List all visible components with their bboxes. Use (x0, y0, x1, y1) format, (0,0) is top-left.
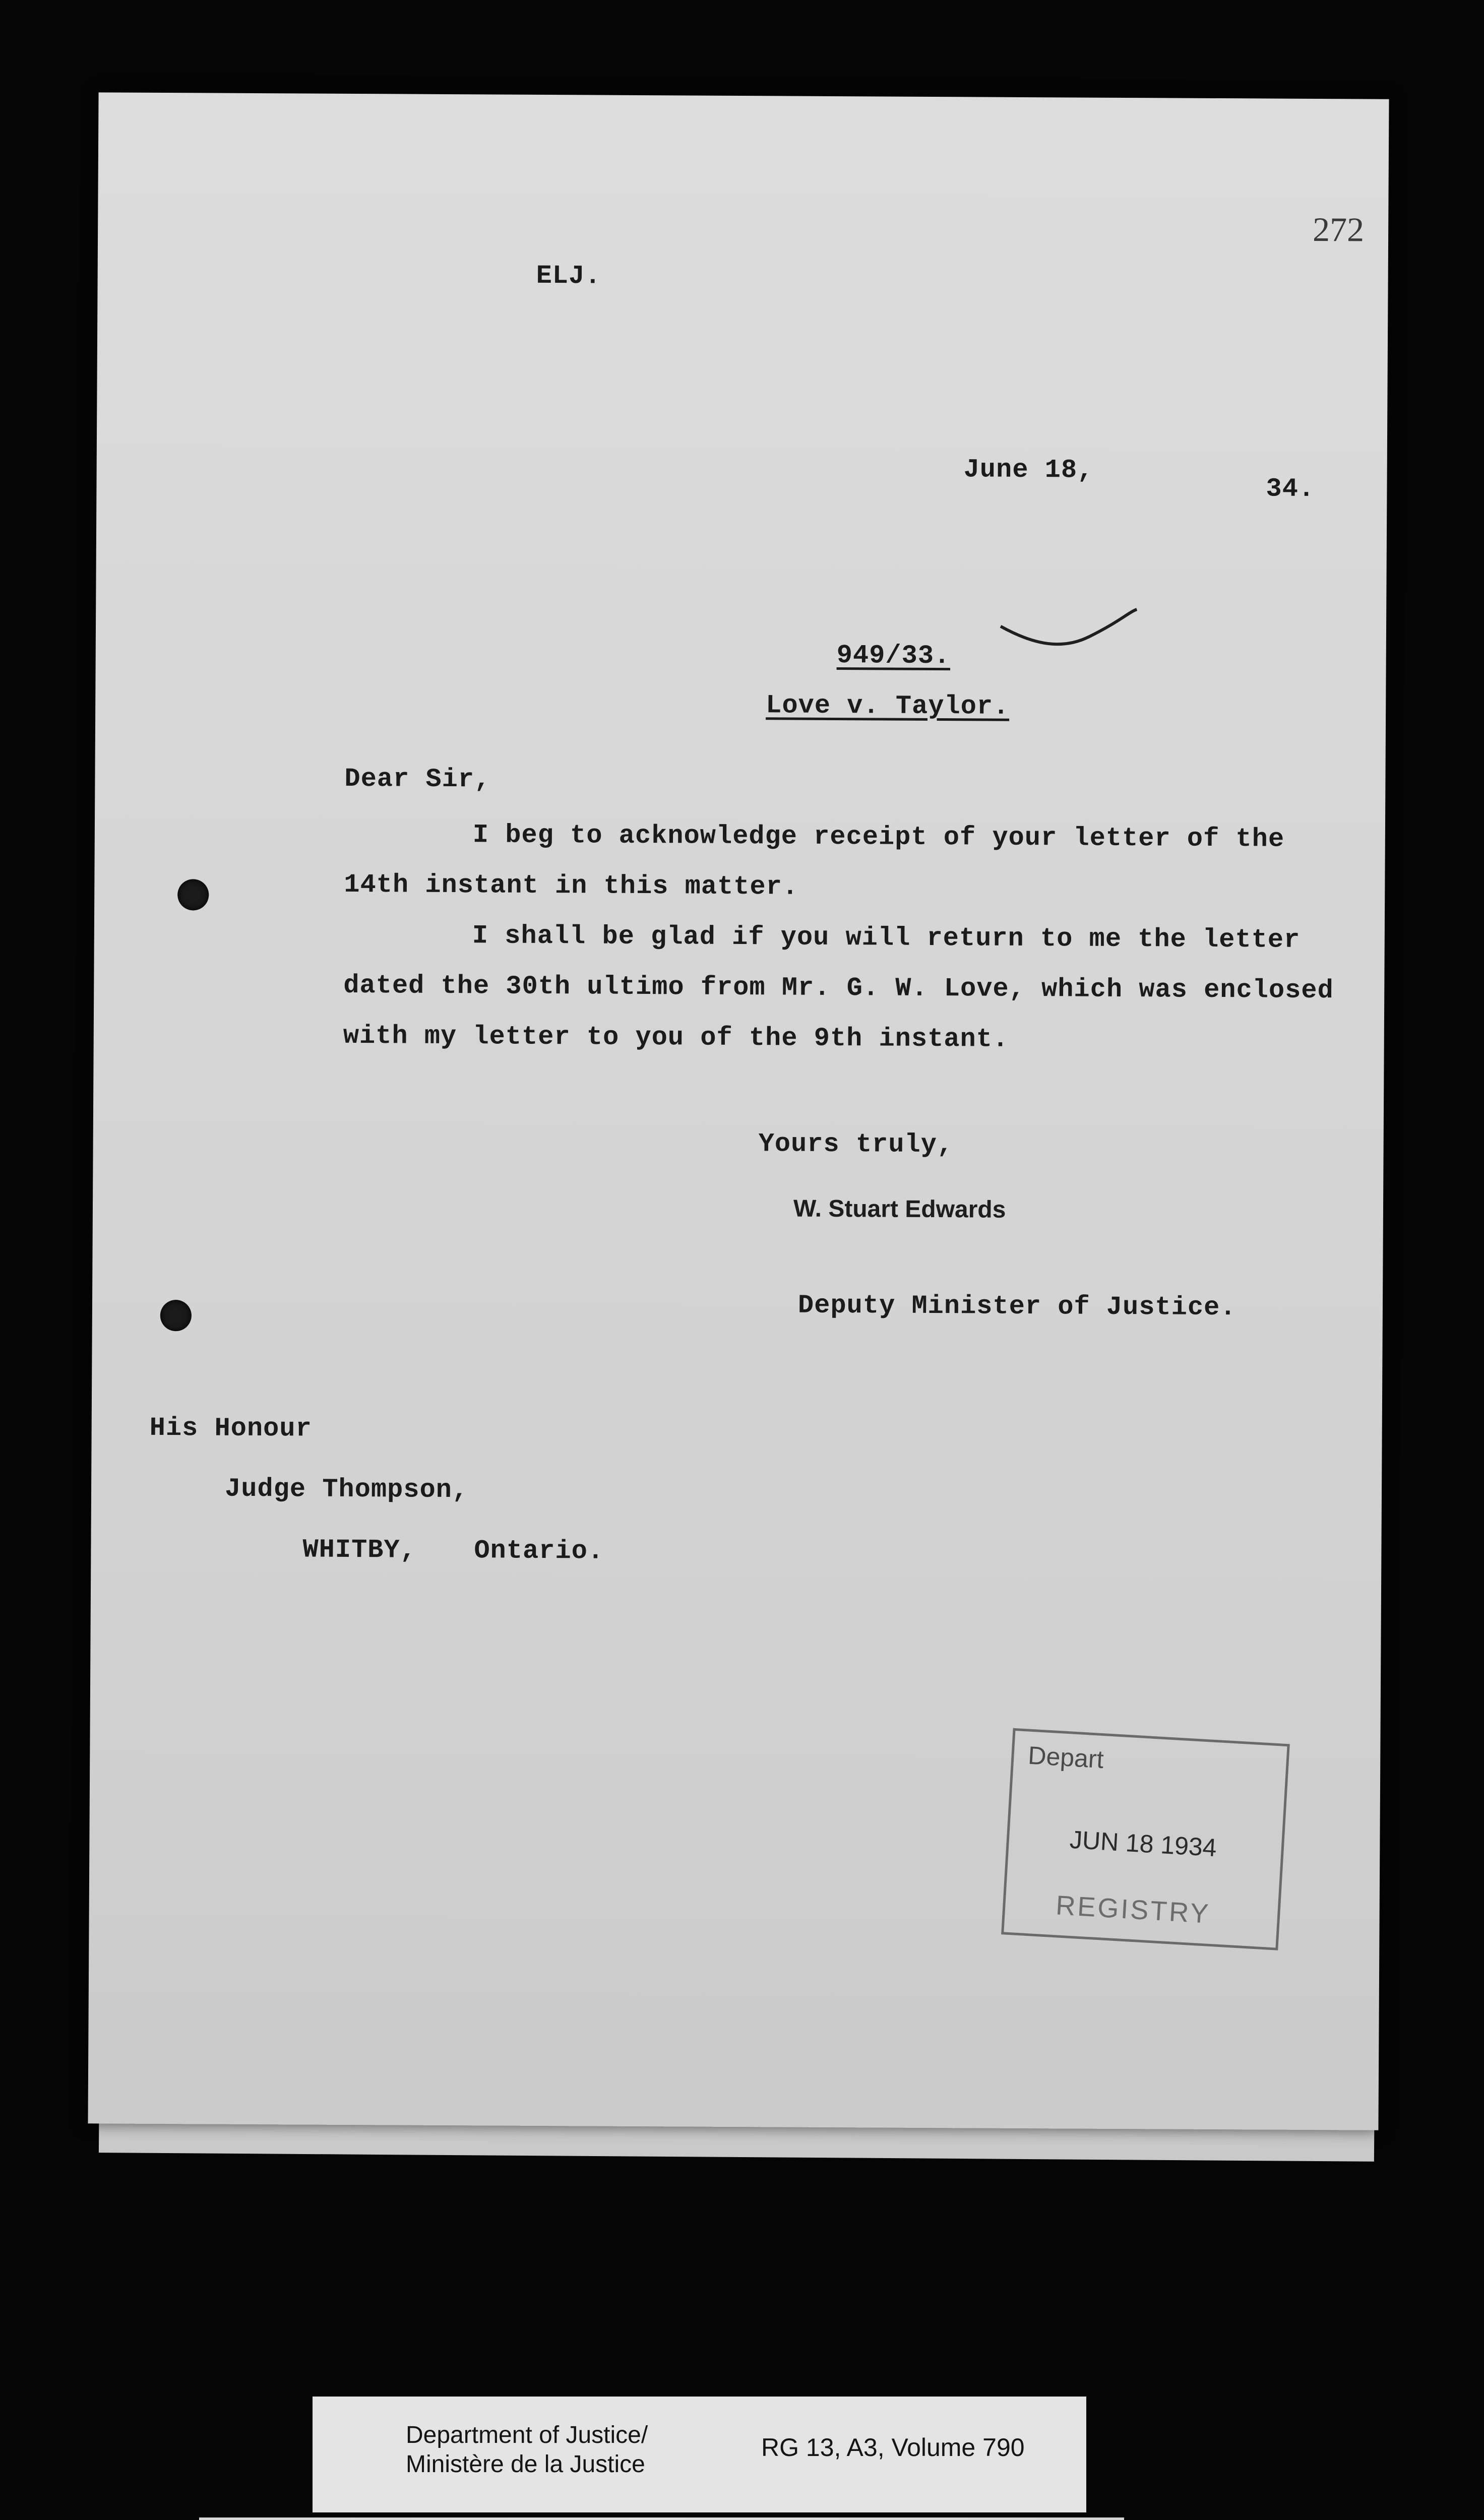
letter-page (88, 92, 1389, 2130)
salutation: Dear Sir, (344, 764, 491, 795)
addressee-province: Ontario. (474, 1536, 604, 1566)
archive-reference-label (313, 2397, 1086, 2512)
public-archives-label (199, 2517, 1124, 2520)
addressee-line-2: Judge Thompson, (224, 1474, 469, 1505)
department-name (406, 2421, 648, 2479)
initials: ELJ. (536, 261, 601, 291)
registry-stamp (1001, 1728, 1290, 1950)
year: 34. (1266, 474, 1315, 504)
punch-hole-lower (160, 1300, 192, 1331)
stamp-registry: REGISTRY (1055, 1890, 1211, 1929)
punch-hole-upper (177, 879, 209, 910)
subject-line: Love v. Taylor. (766, 690, 1010, 722)
signatory-title: Deputy Minister of Justice. (797, 1290, 1236, 1323)
addressee-city: WHITBY, (302, 1535, 417, 1565)
date-line: June 18, (963, 455, 1094, 485)
stamp-date: JUN 18 1934 (1069, 1825, 1218, 1862)
body-line-1: I beg to acknowledge receipt of your letter of the (472, 820, 1285, 854)
stamp-department: Depart (1027, 1741, 1105, 1774)
handwritten-mark (998, 606, 1140, 657)
page-number: 272 (1312, 210, 1365, 249)
file-number: 949/33. (836, 641, 951, 671)
addressee-line-1: His Honour (149, 1413, 312, 1444)
record-group-reference: RG 13, A3, Volume 790 (761, 2433, 1025, 2462)
department-line-2: Ministère de la Justice (406, 2451, 645, 2478)
department-line-1: Department of Justice/ (406, 2422, 648, 2448)
body-line-3: I shall be glad if you will return to me the letter (472, 921, 1301, 955)
body-line-5: with my letter to you of the 9th instant. (343, 1021, 1009, 1054)
closing: Yours truly, (758, 1129, 954, 1160)
signature: W. Stuart Edwards (793, 1195, 1006, 1223)
body-line-2: 14th instant in this matter. (344, 869, 799, 902)
body-line-4: dated the 30th ultimo from Mr. G. W. Love, which was enclosed (343, 970, 1334, 1006)
